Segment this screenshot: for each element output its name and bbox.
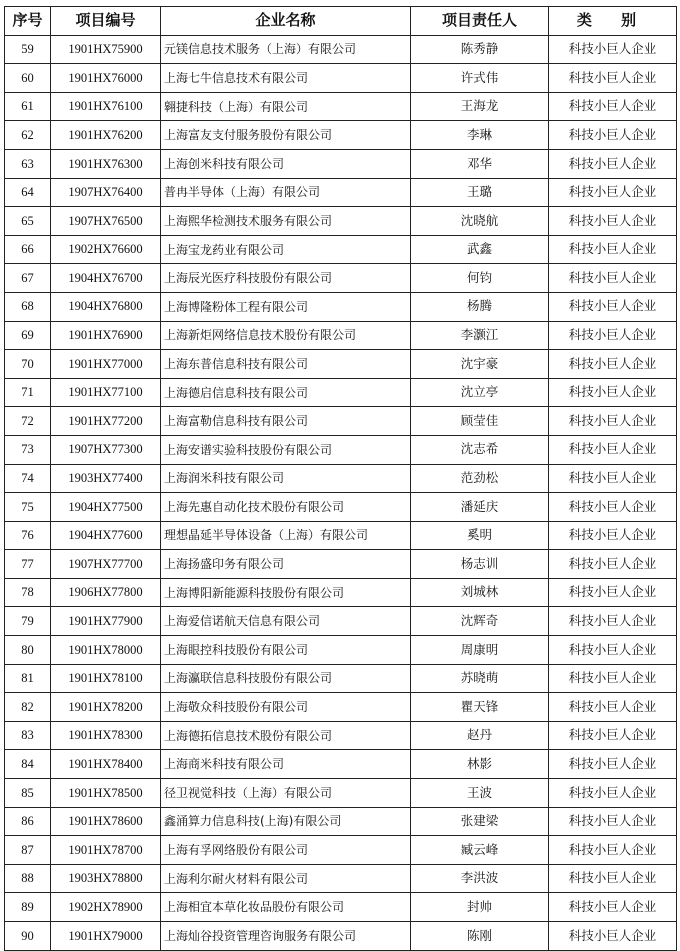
cell-project-code: 1901HX78500 [51,779,161,808]
cell-project-code: 1904HX76800 [51,292,161,321]
table-row [5,578,677,607]
cell-company-name: 上海利尔耐火材料有限公司 [161,864,411,893]
cell-project-owner: 周康明 [411,636,549,665]
header-name: 企业名称 [161,7,411,36]
cell-seq: 59 [5,35,51,64]
cell-company-name: 上海富勒信息科技有限公司 [161,407,411,436]
cell-project-code: 1904HX77600 [51,521,161,550]
cell-project-code: 1901HX77900 [51,607,161,636]
cell-category: 科技小巨人企业 [549,864,677,893]
cell-project-code: 1901HX76900 [51,321,161,350]
cell-seq: 71 [5,378,51,407]
cell-seq: 80 [5,636,51,665]
cell-category: 科技小巨人企业 [549,464,677,493]
cell-category: 科技小巨人企业 [549,64,677,93]
cell-company-name: 上海商米科技有限公司 [161,750,411,779]
cell-company-name: 上海瀛联信息科技股份有限公司 [161,664,411,693]
cell-seq: 78 [5,578,51,607]
cell-seq: 83 [5,721,51,750]
cell-project-owner: 陈刚 [411,922,549,951]
cell-seq: 79 [5,607,51,636]
table-row [5,64,677,93]
cell-project-owner: 何钧 [411,264,549,293]
document-page [4,6,676,943]
cell-seq: 65 [5,207,51,236]
cell-category: 科技小巨人企业 [549,435,677,464]
table-header-row [5,7,677,36]
table-row [5,378,677,407]
cell-company-name: 上海德启信息科技有限公司 [161,378,411,407]
cell-seq: 62 [5,121,51,150]
cell-project-code: 1906HX77800 [51,578,161,607]
cell-project-owner: 瞿天锋 [411,693,549,722]
cell-category: 科技小巨人企业 [549,321,677,350]
cell-company-name: 鑫涌算力信息科技(上海)有限公司 [161,807,411,836]
cell-project-owner: 苏晓萌 [411,664,549,693]
cell-company-name: 上海相宜本草化妆品股份有限公司 [161,893,411,922]
header-seq: 序号 [5,7,51,36]
cell-project-owner: 沈立亭 [411,378,549,407]
cell-seq: 61 [5,92,51,121]
table-row [5,92,677,121]
cell-category: 科技小巨人企业 [549,607,677,636]
table-row [5,607,677,636]
cell-company-name: 上海扬盛印务有限公司 [161,550,411,579]
table-row [5,464,677,493]
cell-seq: 82 [5,693,51,722]
table-row [5,264,677,293]
cell-project-code: 1907HX77700 [51,550,161,579]
table-row [5,493,677,522]
cell-seq: 64 [5,178,51,207]
cell-category: 科技小巨人企业 [549,121,677,150]
cell-project-owner: 陈秀静 [411,35,549,64]
cell-seq: 70 [5,350,51,379]
table-row [5,893,677,922]
cell-seq: 86 [5,807,51,836]
cell-project-owner: 沈晓航 [411,207,549,236]
table-row [5,864,677,893]
table-row [5,664,677,693]
cell-project-owner: 赵丹 [411,721,549,750]
cell-company-name: 上海润米科技有限公司 [161,464,411,493]
cell-project-owner: 顾莹佳 [411,407,549,436]
cell-company-name: 上海东普信息科技有限公司 [161,350,411,379]
cell-project-owner: 李洪波 [411,864,549,893]
cell-category: 科技小巨人企业 [549,922,677,951]
header-owner: 项目责任人 [411,7,549,36]
cell-project-code: 1902HX76600 [51,235,161,264]
cell-project-code: 1901HX76100 [51,92,161,121]
cell-category: 科技小巨人企业 [549,521,677,550]
cell-company-name: 上海灿谷投资管理咨询服务有限公司 [161,922,411,951]
table-row [5,292,677,321]
cell-project-code: 1901HX78000 [51,636,161,665]
cell-seq: 77 [5,550,51,579]
cell-company-name: 上海有孚网络股份有限公司 [161,836,411,865]
table-row [5,121,677,150]
table-body [5,35,677,950]
cell-seq: 73 [5,435,51,464]
cell-project-owner: 李琳 [411,121,549,150]
cell-company-name: 上海眼控科技股份有限公司 [161,636,411,665]
cell-seq: 90 [5,922,51,951]
table-row [5,750,677,779]
cell-category: 科技小巨人企业 [549,578,677,607]
table-row [5,435,677,464]
cell-category: 科技小巨人企业 [549,779,677,808]
cell-category: 科技小巨人企业 [549,35,677,64]
cell-seq: 81 [5,664,51,693]
cell-category: 科技小巨人企业 [549,550,677,579]
cell-category: 科技小巨人企业 [549,750,677,779]
cell-company-name: 径卫视觉科技（上海）有限公司 [161,779,411,808]
cell-category: 科技小巨人企业 [549,350,677,379]
cell-project-code: 1901HX78600 [51,807,161,836]
cell-company-name: 上海博隆粉体工程有限公司 [161,292,411,321]
table-row [5,836,677,865]
header-type: 类 别 [549,7,677,36]
cell-company-name: 上海七牛信息技术有限公司 [161,64,411,93]
cell-project-owner: 王波 [411,779,549,808]
cell-company-name: 元镁信息技术服务（上海）有限公司 [161,35,411,64]
cell-company-name: 上海宝龙药业有限公司 [161,235,411,264]
cell-project-owner: 奚明 [411,521,549,550]
cell-company-name: 上海博阳新能源科技股份有限公司 [161,578,411,607]
cell-seq: 72 [5,407,51,436]
cell-project-owner: 王海龙 [411,92,549,121]
cell-seq: 89 [5,893,51,922]
table-row [5,807,677,836]
cell-seq: 85 [5,779,51,808]
cell-project-code: 1902HX78900 [51,893,161,922]
cell-project-code: 1901HX76000 [51,64,161,93]
cell-seq: 88 [5,864,51,893]
cell-project-owner: 杨腾 [411,292,549,321]
cell-category: 科技小巨人企业 [549,836,677,865]
cell-category: 科技小巨人企业 [549,807,677,836]
cell-company-name: 翱捷科技（上海）有限公司 [161,92,411,121]
cell-seq: 74 [5,464,51,493]
table-row [5,922,677,951]
cell-project-owner: 武鑫 [411,235,549,264]
cell-category: 科技小巨人企业 [549,235,677,264]
cell-project-code: 1901HX76200 [51,121,161,150]
cell-project-code: 1901HX78100 [51,664,161,693]
cell-project-code: 1901HX76300 [51,149,161,178]
cell-project-code: 1901HX78300 [51,721,161,750]
cell-project-code: 1901HX77000 [51,350,161,379]
cell-project-owner: 林影 [411,750,549,779]
cell-project-owner: 杨志训 [411,550,549,579]
table-row [5,407,677,436]
table-row [5,550,677,579]
cell-project-owner: 潘延庆 [411,493,549,522]
cell-category: 科技小巨人企业 [549,149,677,178]
cell-category: 科技小巨人企业 [549,407,677,436]
cell-project-code: 1901HX77200 [51,407,161,436]
cell-category: 科技小巨人企业 [549,378,677,407]
cell-company-name: 普冉半导体（上海）有限公司 [161,178,411,207]
cell-seq: 87 [5,836,51,865]
cell-project-code: 1903HX78800 [51,864,161,893]
cell-company-name: 上海德拓信息技术股份有限公司 [161,721,411,750]
table-row [5,693,677,722]
cell-seq: 60 [5,64,51,93]
cell-category: 科技小巨人企业 [549,292,677,321]
cell-project-code: 1901HX78400 [51,750,161,779]
table-row [5,35,677,64]
table-row [5,207,677,236]
cell-company-name: 理想晶延半导体设备（上海）有限公司 [161,521,411,550]
cell-project-owner: 沈宇豪 [411,350,549,379]
table-row [5,636,677,665]
cell-project-code: 1904HX77500 [51,493,161,522]
cell-project-code: 1907HX76500 [51,207,161,236]
cell-seq: 84 [5,750,51,779]
cell-category: 科技小巨人企业 [549,664,677,693]
cell-project-owner: 王璐 [411,178,549,207]
table-row [5,149,677,178]
cell-project-owner: 范劲松 [411,464,549,493]
cell-project-code: 1901HX77100 [51,378,161,407]
cell-project-code: 1901HX79000 [51,922,161,951]
cell-company-name: 上海富友支付服务股份有限公司 [161,121,411,150]
cell-seq: 75 [5,493,51,522]
cell-category: 科技小巨人企业 [549,721,677,750]
cell-project-owner: 封帅 [411,893,549,922]
cell-company-name: 上海安谱实验科技股份有限公司 [161,435,411,464]
cell-category: 科技小巨人企业 [549,893,677,922]
cell-company-name: 上海创米科技有限公司 [161,149,411,178]
cell-category: 科技小巨人企业 [549,493,677,522]
table-row [5,721,677,750]
cell-project-owner: 沈志希 [411,435,549,464]
cell-company-name: 上海先惠自动化技术股份有限公司 [161,493,411,522]
cell-seq: 69 [5,321,51,350]
cell-project-owner: 许式伟 [411,64,549,93]
cell-category: 科技小巨人企业 [549,636,677,665]
cell-project-code: 1901HX78700 [51,836,161,865]
cell-company-name: 上海熙华检测技术服务有限公司 [161,207,411,236]
cell-project-code: 1907HX77300 [51,435,161,464]
table-row [5,350,677,379]
cell-project-owner: 沈辉奇 [411,607,549,636]
cell-seq: 76 [5,521,51,550]
table-row [5,321,677,350]
header-code: 项目编号 [51,7,161,36]
table-row [5,178,677,207]
cell-seq: 63 [5,149,51,178]
cell-seq: 67 [5,264,51,293]
cell-project-code: 1901HX75900 [51,35,161,64]
cell-seq: 66 [5,235,51,264]
cell-category: 科技小巨人企业 [549,178,677,207]
cell-company-name: 上海新炬网络信息技术股份有限公司 [161,321,411,350]
cell-company-name: 上海爱信诺航天信息有限公司 [161,607,411,636]
table-row [5,779,677,808]
cell-company-name: 上海敬众科技股份有限公司 [161,693,411,722]
table-row [5,235,677,264]
cell-project-code: 1901HX78200 [51,693,161,722]
cell-category: 科技小巨人企业 [549,92,677,121]
cell-category: 科技小巨人企业 [549,264,677,293]
cell-project-code: 1903HX77400 [51,464,161,493]
table-row [5,521,677,550]
cell-project-owner: 臧云峰 [411,836,549,865]
cell-project-owner: 张建梁 [411,807,549,836]
cell-project-owner: 刘城林 [411,578,549,607]
cell-category: 科技小巨人企业 [549,693,677,722]
cell-project-code: 1904HX76700 [51,264,161,293]
cell-project-owner: 邓华 [411,149,549,178]
cell-category: 科技小巨人企业 [549,207,677,236]
cell-project-owner: 李灏江 [411,321,549,350]
cell-company-name: 上海辰光医疗科技股份有限公司 [161,264,411,293]
cell-seq: 68 [5,292,51,321]
enterprise-table [4,6,677,951]
cell-project-code: 1907HX76400 [51,178,161,207]
